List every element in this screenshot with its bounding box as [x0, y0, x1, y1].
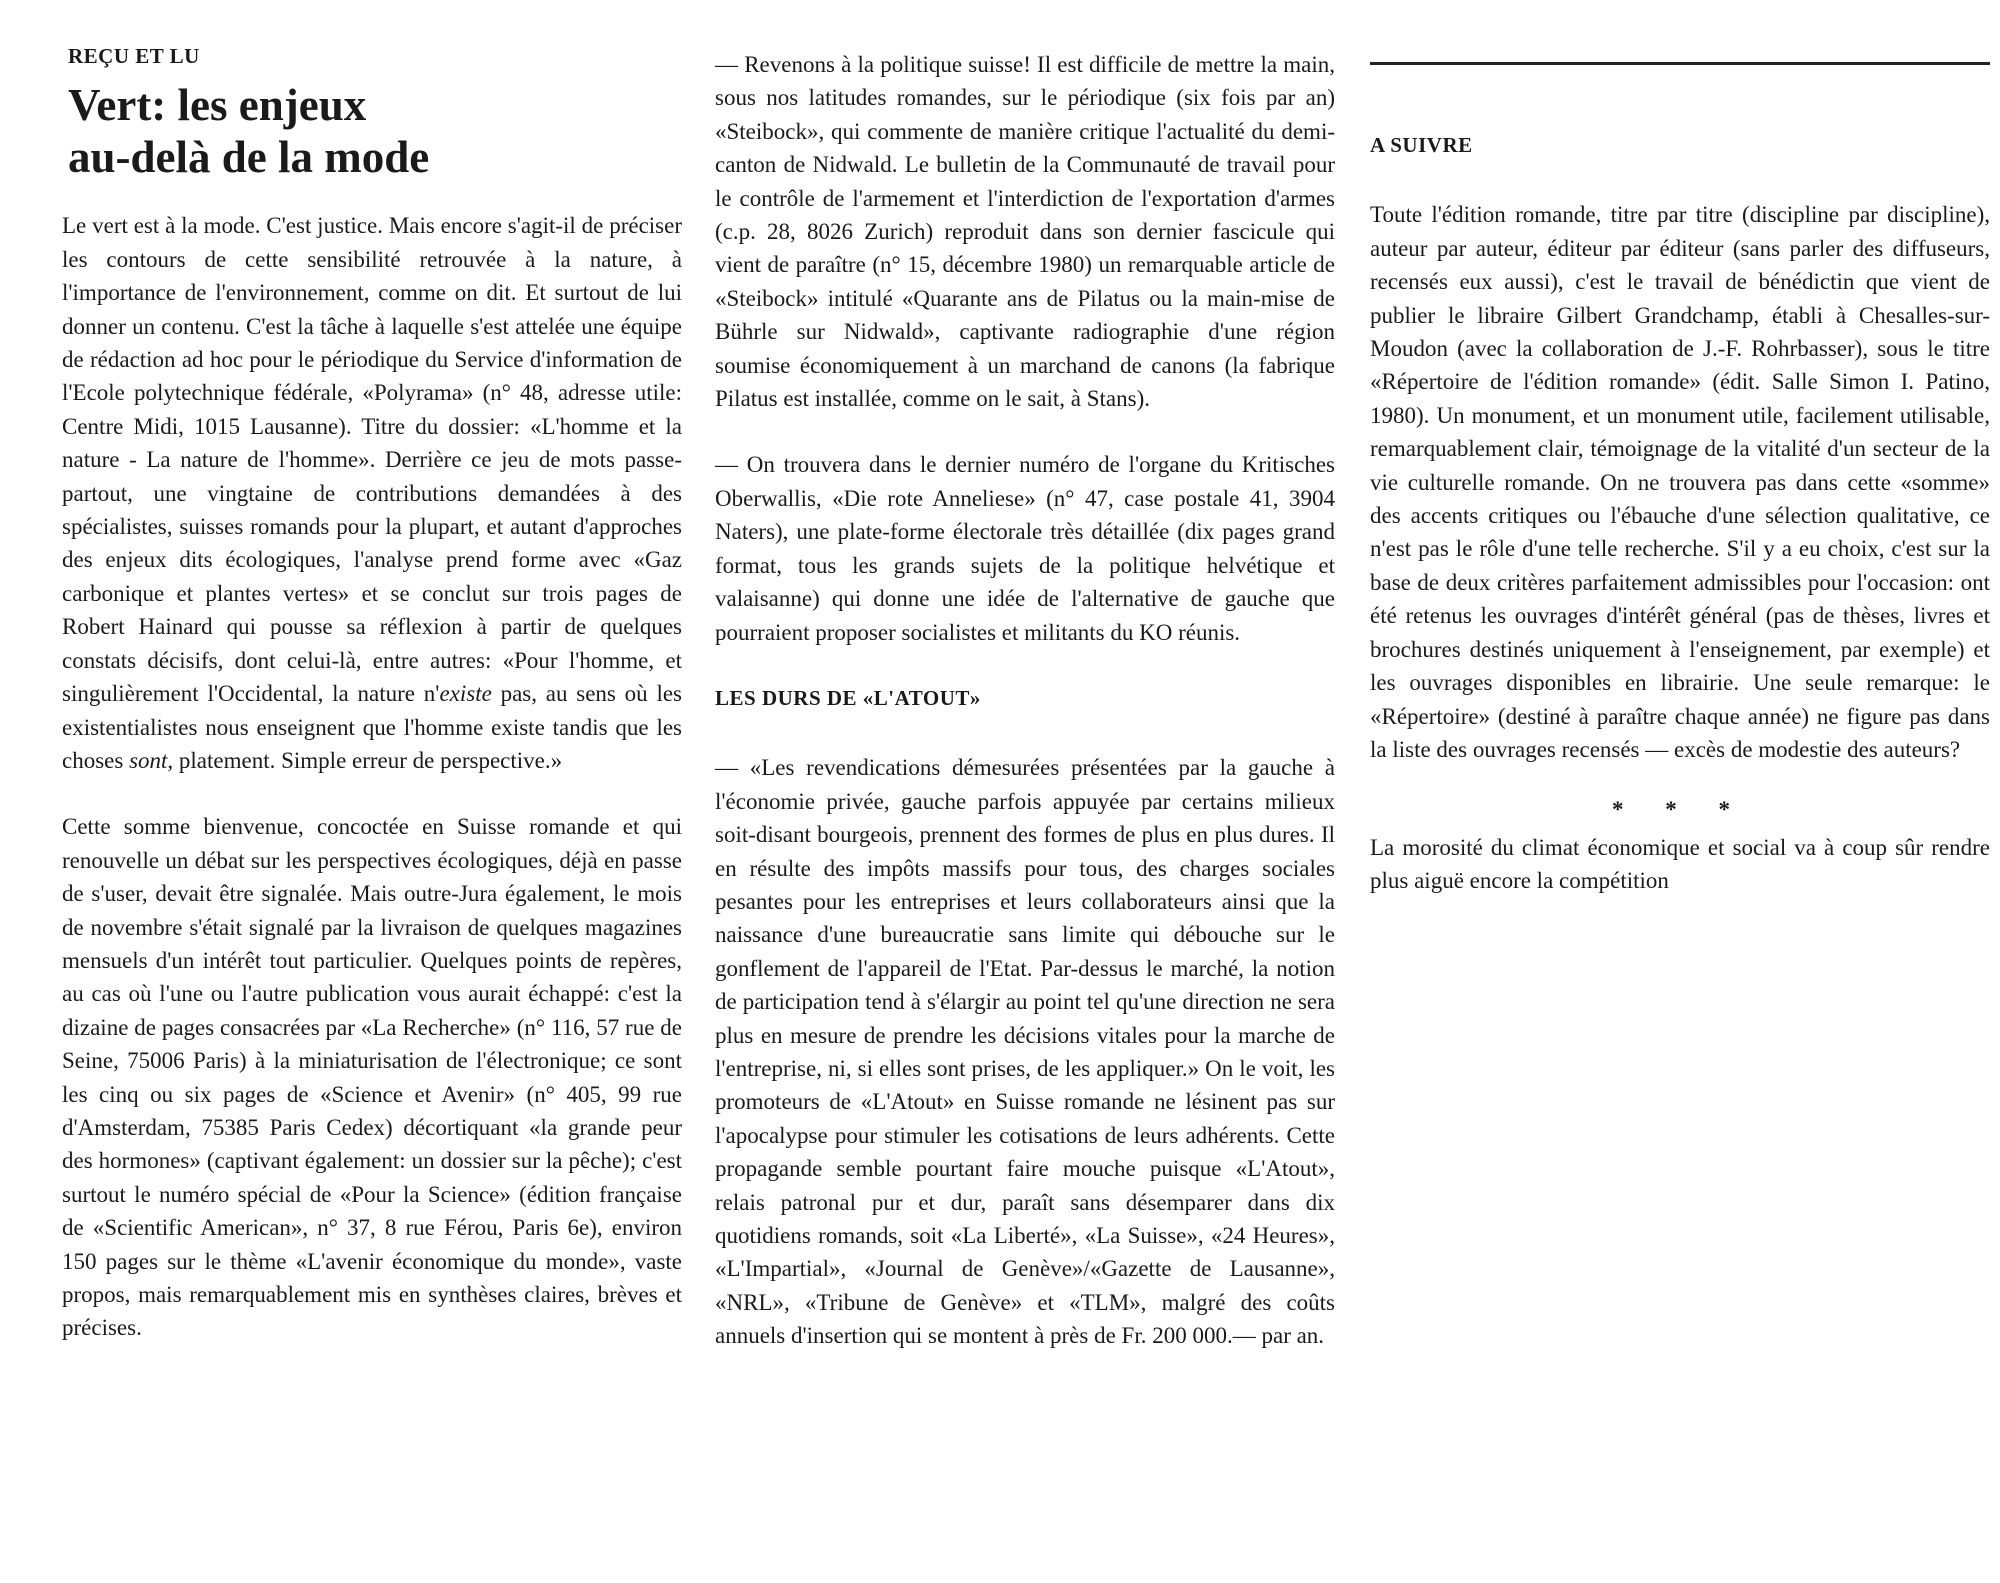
column-1 [62, 40, 682, 1378]
separator-stars: * * * [1612, 797, 1748, 823]
headline-line-2: au-delà de la mode [68, 132, 430, 183]
paragraph-repertoire: Toute l'édition romande, titre par titre (discipline par discipline), auteur par auteur, éditeur par éditeur (sans parler des diffuseurs, recensés eux aussi), c'est le travail de bénédictin que vient de publier le libraire Gilbert Grandchamp, établi à Chesalles-sur-Moudon (avec la collaboration de J.-F. Rohrbasser), sous le titre «Répertoire de l'édition romande» (édit. Salle Simon I. Patino, 1980). Un monument, et un monument utile, facilement utilisable, remarquablement clair, témoignage de la vitalité d'un secteur de la vie culturelle romande. On ne trouvera pas dans cette «somme» des accents critiques ou l'ébauche d'une sélection qualitative, ce n'est pas le rôle d'une telle recherche. S'il y a eu choix, c'est sur la base de deux critères parfaitement admissibles pour l'occasion: ont été retenus les ouvrages d'intérêt général (pas de thèses, livres et brochures destinés uniquement à l'enseignement, par exemple) et les ouvrages disponibles en librairie. Une seule remarque: le «Répertoire» (destiné à paraître chaque année) ne figure pas dans la liste des ouvrages recensés — excès de modestie des auteurs? [1370, 202, 1990, 762]
paragraph-rote-anneliese: — On trouvera dans le dernier numéro de l'organe du Kritisches Oberwallis, «Die rote Anneliese» (n° 47, case postale 41, 3904 Naters), une plate-forme électorale très détaillée (dix pages grand format, tous les grands sujets de la politique helvétique et valaisanne) qui donne une idée de l'alternative de gauche que pourraient proposer socialistes et militants du KO réunis. [715, 452, 1335, 645]
section-kicker: REÇU ET LU [68, 44, 200, 68]
subhead-atout: LES DURS DE «L'ATOUT» [715, 685, 981, 710]
paragraph-magazines: Cette somme bienvenue, concoctée en Suisse romande et qui renouvelle un débat sur les perspectives écologiques, déjà en passe de s'user, devait être signalée. Mais outre-Jura également, le mois de novembre s'était signalé par la livraison de quelques magazines mensuels d'un intérêt tout particulier. Quelques points de repères, au cas où l'une ou l'autre publication vous aurait échappé: c'est la dizaine de pages consacrées par «La Recherche» (n° 116, 57 rue de Seine, 75006 Paris) à la miniaturisation de l'électronique; ce sont les cinq ou six pages de «Science et Avenir» (n° 405, 99 rue d'Amsterdam, 75385 Paris Cedex) décortiquant «la grande peur des hormones» (captivant également: un dossier sur la pêche); c'est surtout le numéro spécial de «Pour la Science» (édition française de «Scientific American», n° 37, 8 rue Férou, Paris 6e), environ 150 pages sur le thème «L'avenir économique du monde», vaste propos, mais remarquablement mis en synthèses claires, brèves et précises. [62, 814, 682, 1341]
section-divider [1370, 62, 1990, 65]
subhead-suivre: A SUIVRE [1370, 133, 1473, 157]
paragraph-morosite: La morosité du climat économique et social va à coup sûr rendre plus aiguë encore la compétition [1370, 834, 1990, 894]
paragraph-polyrama: Le vert est à la mode. C'est justice. Mais encore s'agit-il de préciser les contours de cette sensibilité retrouvée à la nature, à l'importance de l'environnement, comme on dit. Et surtout de lui donner un contenu. C'est la tâche à laquelle s'est attelée une équipe de rédaction ad hoc pour le périodique du Service d'information de l'Ecole polytechnique fédérale, «Polyrama» (n° 48, adresse utile: Centre Midi, 1015 Lausanne). Titre du dossier: «L'homme et la nature - La nature de l'homme». Derrière ce jeu de mots passe-partout, une vingtaine de contributions demandées à des spécialistes, suisses romands pour la plupart, et autant d'approches des enjeux dits écologiques, l'analyse prend forme avec «Gaz carbonique et plantes vertes» et se conclut sur trois pages de Robert Hainard qui pousse sa réflexion à partir de quelques constats décisifs, dont celui-là, entre autres: «Pour l'homme, et singulièrement l'Occidental, la nature n'existe pas, au sens où les existentialistes nous enseignent que l'homme existe tandis que les choses sont, platement. Simple erreur de perspective.» [62, 213, 682, 773]
paragraph-atout: — «Les revendications démesurées présentées par la gauche à l'économie privée, gauche parfois appuyée par certains milieux soit-disant bourgeois, prennent des formes de plus en plus dures. Il en résulte des impôts massifs pour tous, des charges sociales pesantes pour les entreprises et leurs collaborateurs ainsi que la naissance d'une bureaucratie sans limite qui débouche sur le gonflement de l'appareil de l'Etat. Par-dessus le marché, la notion de participation tend à s'élargir au point tel qu'une direction ne sera plus en mesure de prendre les décisions vitales pour la marche de l'entreprise, ni, si elles sont prises, de les appliquer.» On le voit, les promoteurs de «L'Atout» en Suisse romande ne lésinent pas sur l'apocalypse pour stimuler les cotisations de leurs adhérents. Cette propagande semble pourtant faire mouche puisque «L'Atout», relais patronal pur et dur, paraît sans désemparer dans dix quotidiens romands, soit «La Liberté», «La Suisse», «24 Heures», «L'Impartial», «Journal de Genève»/«Gazette de Lausanne», «NRL», «Tribune de Genève» et «TLM», malgré des coûts annuels d'insertion qui se montent à près de Fr. 200 000.— par an. [715, 755, 1335, 1349]
paragraph-steibock: — Revenons à la politique suisse! Il est difficile de mettre la main, sous nos latitudes romandes, sur le périodique (six fois par an) «Steibock», qui commente de manière critique l'actualité du demi-canton de Nidwald. Le bulletin de la Communauté de travail pour le contrôle de l'armement et l'interdiction de l'exportation d'armes (c.p. 28, 8026 Zurich) reproduit dans son dernier fascicule qui vient de paraître (n° 15, décembre 1980) un remarquable article de «Steibock» intitulé «Quarante ans de Pilatus ou la main-mise de Bührle sur Nidwald», captivante radiographie d'une région soumise économiquement à un marchand de canons (la fabrique Pilatus est installée, comme on le sait, à Stans). [715, 52, 1335, 412]
column-2 [715, 48, 1335, 1386]
column-3 [1370, 48, 1990, 931]
headline-line-1: Vert: les enjeux [68, 80, 367, 131]
headline [68, 79, 682, 183]
